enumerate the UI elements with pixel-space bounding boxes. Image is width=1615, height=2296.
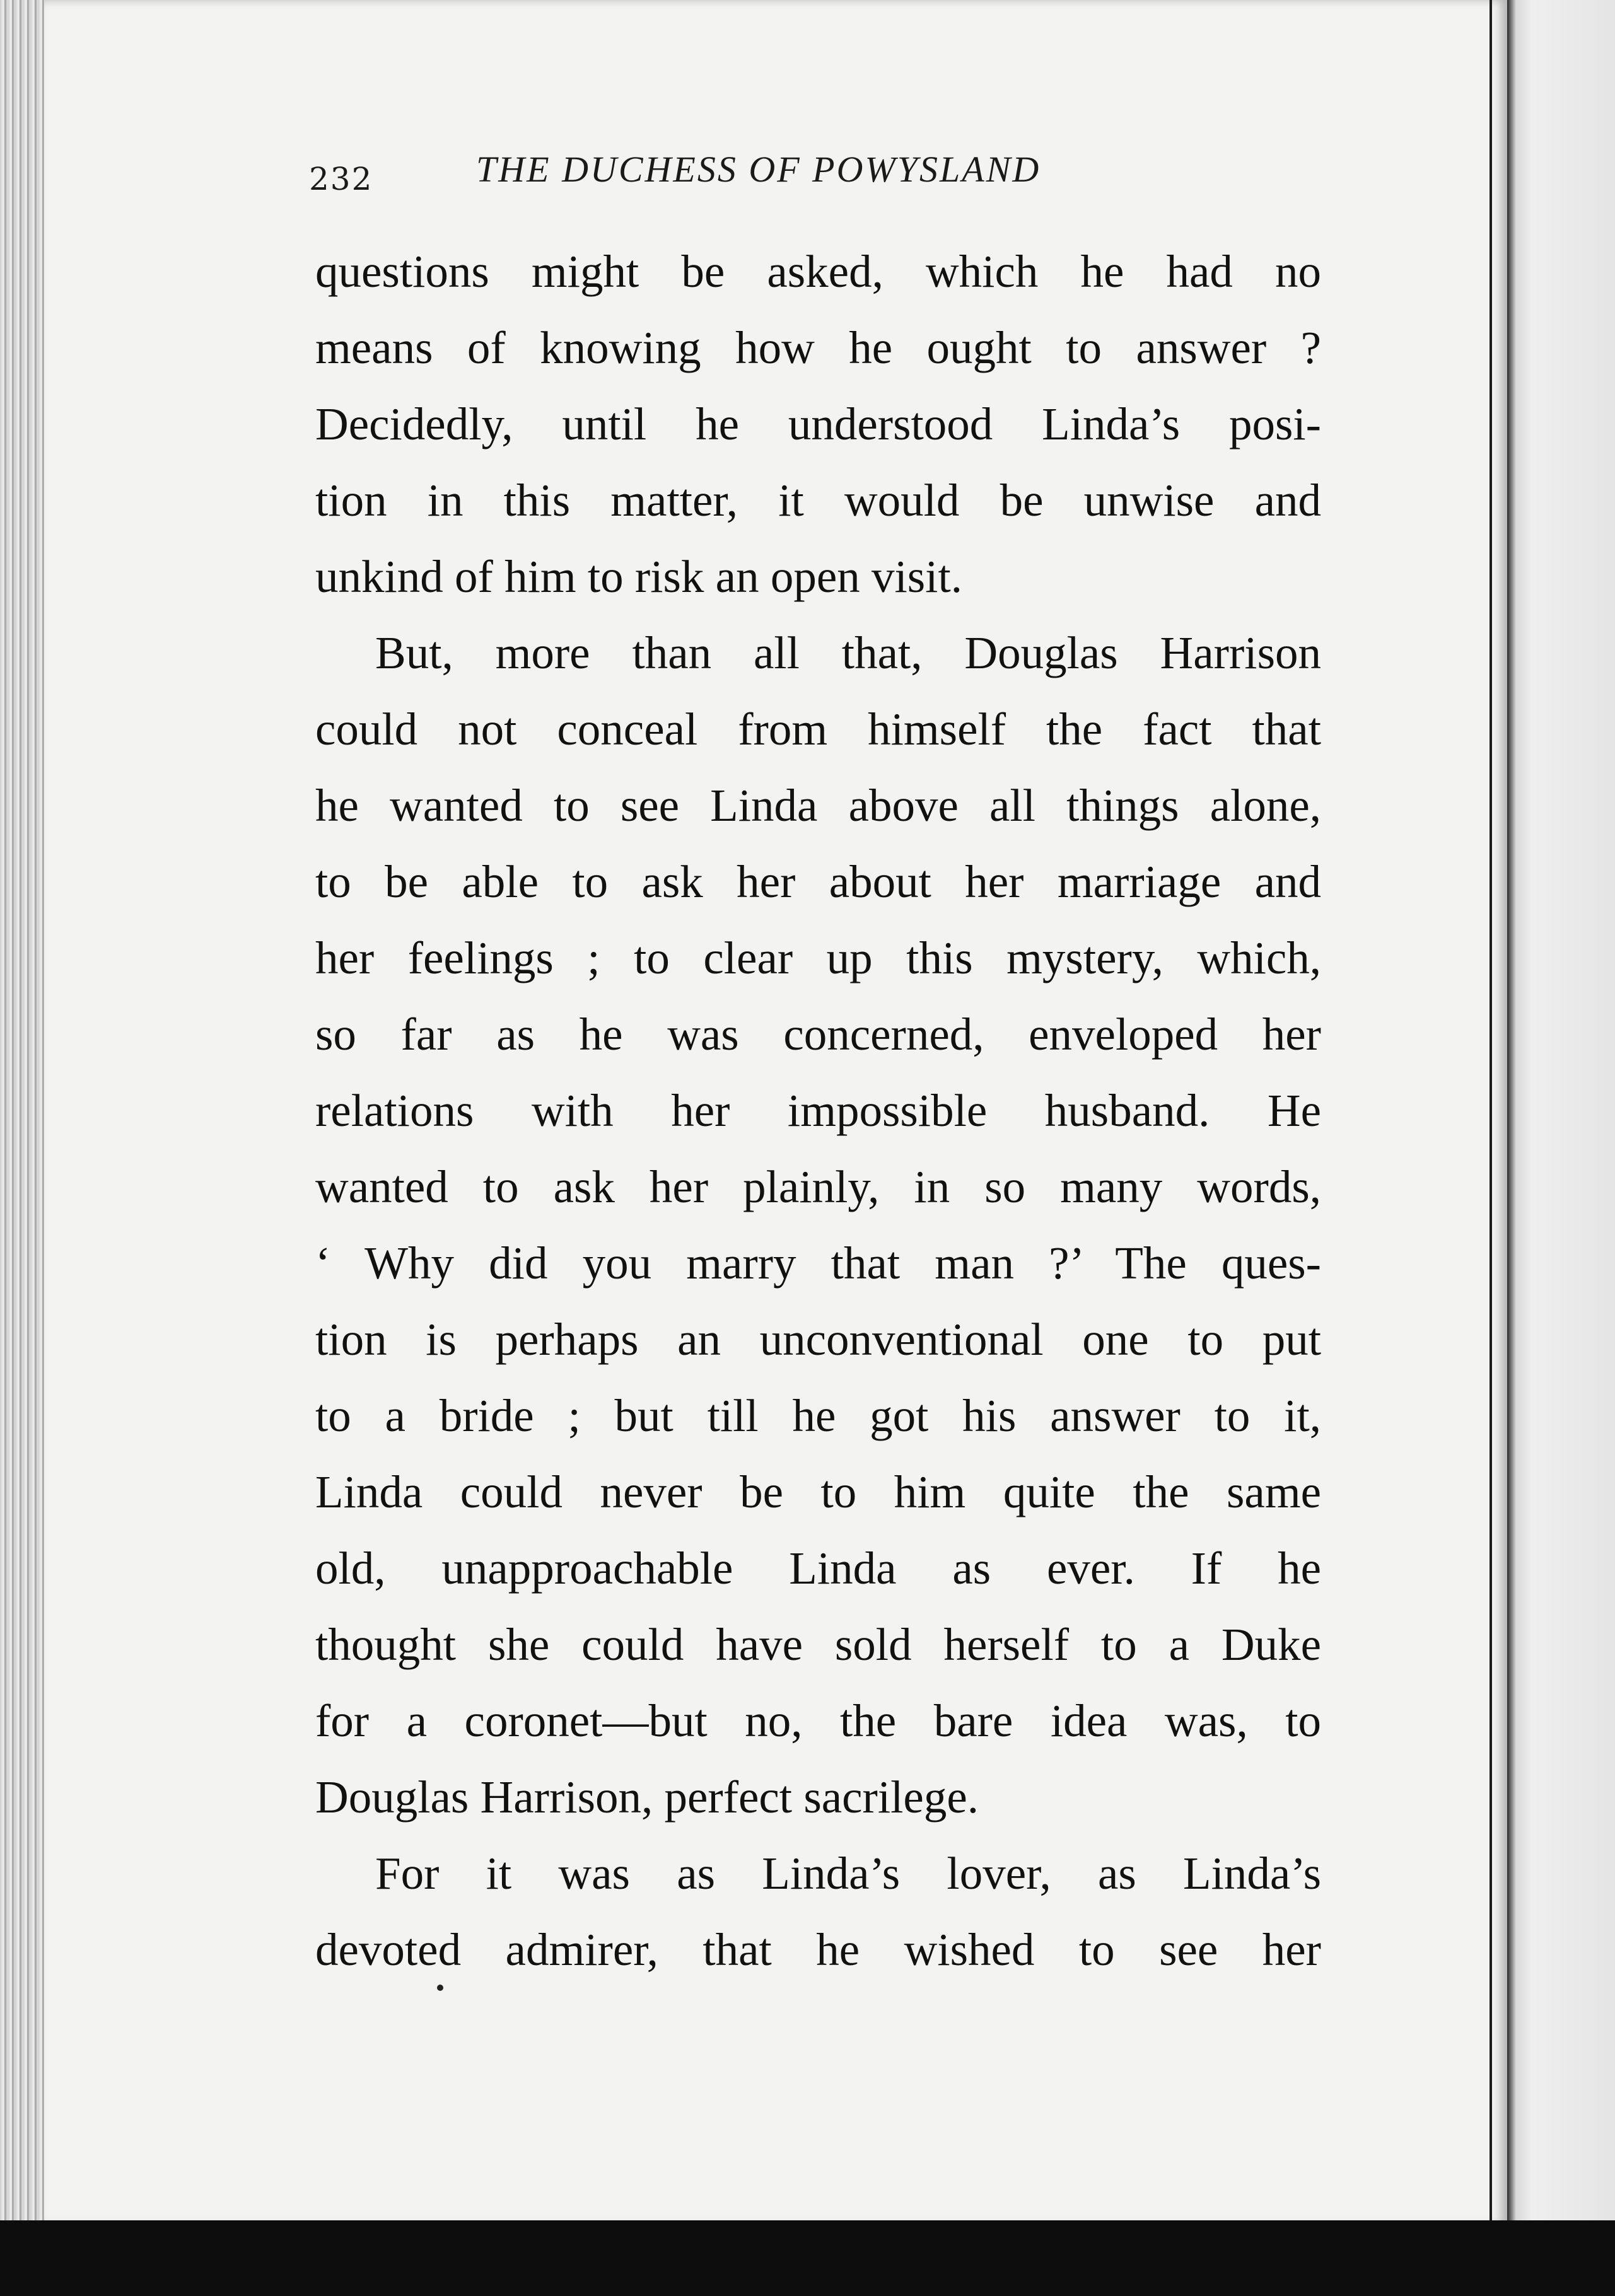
text-line: Linda could never be to him quite the same — [315, 1466, 1321, 1517]
text-line: ‘ Why did you marry that man ?’ The ques- — [315, 1238, 1321, 1289]
text-line: he wanted to see Linda above all things alone, — [315, 780, 1321, 831]
opposite-page-edge — [1507, 0, 1615, 2225]
text-line: questions might be asked, which he had no — [315, 246, 1321, 297]
text-line: Douglas Harrison, perfect sacrilege. — [315, 1771, 979, 1823]
page-fold-line — [1490, 0, 1492, 2225]
running-header — [265, 148, 1368, 199]
text-line: wanted to ask her plainly, in so many words, — [315, 1161, 1321, 1212]
text-line: Decidedly, until he understood Linda’s posi- — [315, 398, 1321, 449]
text-line: means of knowing how he ought to answer ? — [315, 322, 1321, 373]
text-line: to a bride ; but till he got his answer to it, — [315, 1390, 1321, 1441]
text-line: old, unapproachable Linda as ever. If he — [315, 1543, 1321, 1594]
text-line: But, more than all that, Douglas Harrison — [375, 627, 1321, 678]
text-line: tion in this matter, it would be unwise and — [315, 475, 1321, 526]
text-line: to be able to ask her about her marriage and — [315, 856, 1321, 907]
text-line: for a coronet—but no, the bare idea was, to — [315, 1695, 1321, 1746]
text-line: so far as he was concerned, enveloped her — [315, 1009, 1321, 1060]
text-line: devoted admirer, that he wished to see her — [315, 1924, 1321, 1975]
ink-speck — [437, 1985, 443, 1991]
text-line: tion is perhaps an unconventional one to put — [315, 1314, 1321, 1365]
text-line: relations with her impossible husband. He — [315, 1085, 1321, 1136]
text-line: could not conceal from himself the fact that — [315, 704, 1321, 755]
text-line: thought she could have sold herself to a Duke — [315, 1619, 1321, 1670]
running-title: THE DUCHESS OF POWYSLAND — [476, 149, 1041, 190]
page-number: 232 — [309, 161, 373, 197]
text-line: unkind of him to risk an open visit. — [315, 551, 962, 602]
scan-bottom-border — [0, 2220, 1615, 2296]
text-line: her feelings ; to clear up this mystery, which, — [315, 932, 1321, 983]
body-text — [315, 233, 1321, 1988]
text-line: For it was as Linda’s lover, as Linda’s — [375, 1848, 1321, 1899]
